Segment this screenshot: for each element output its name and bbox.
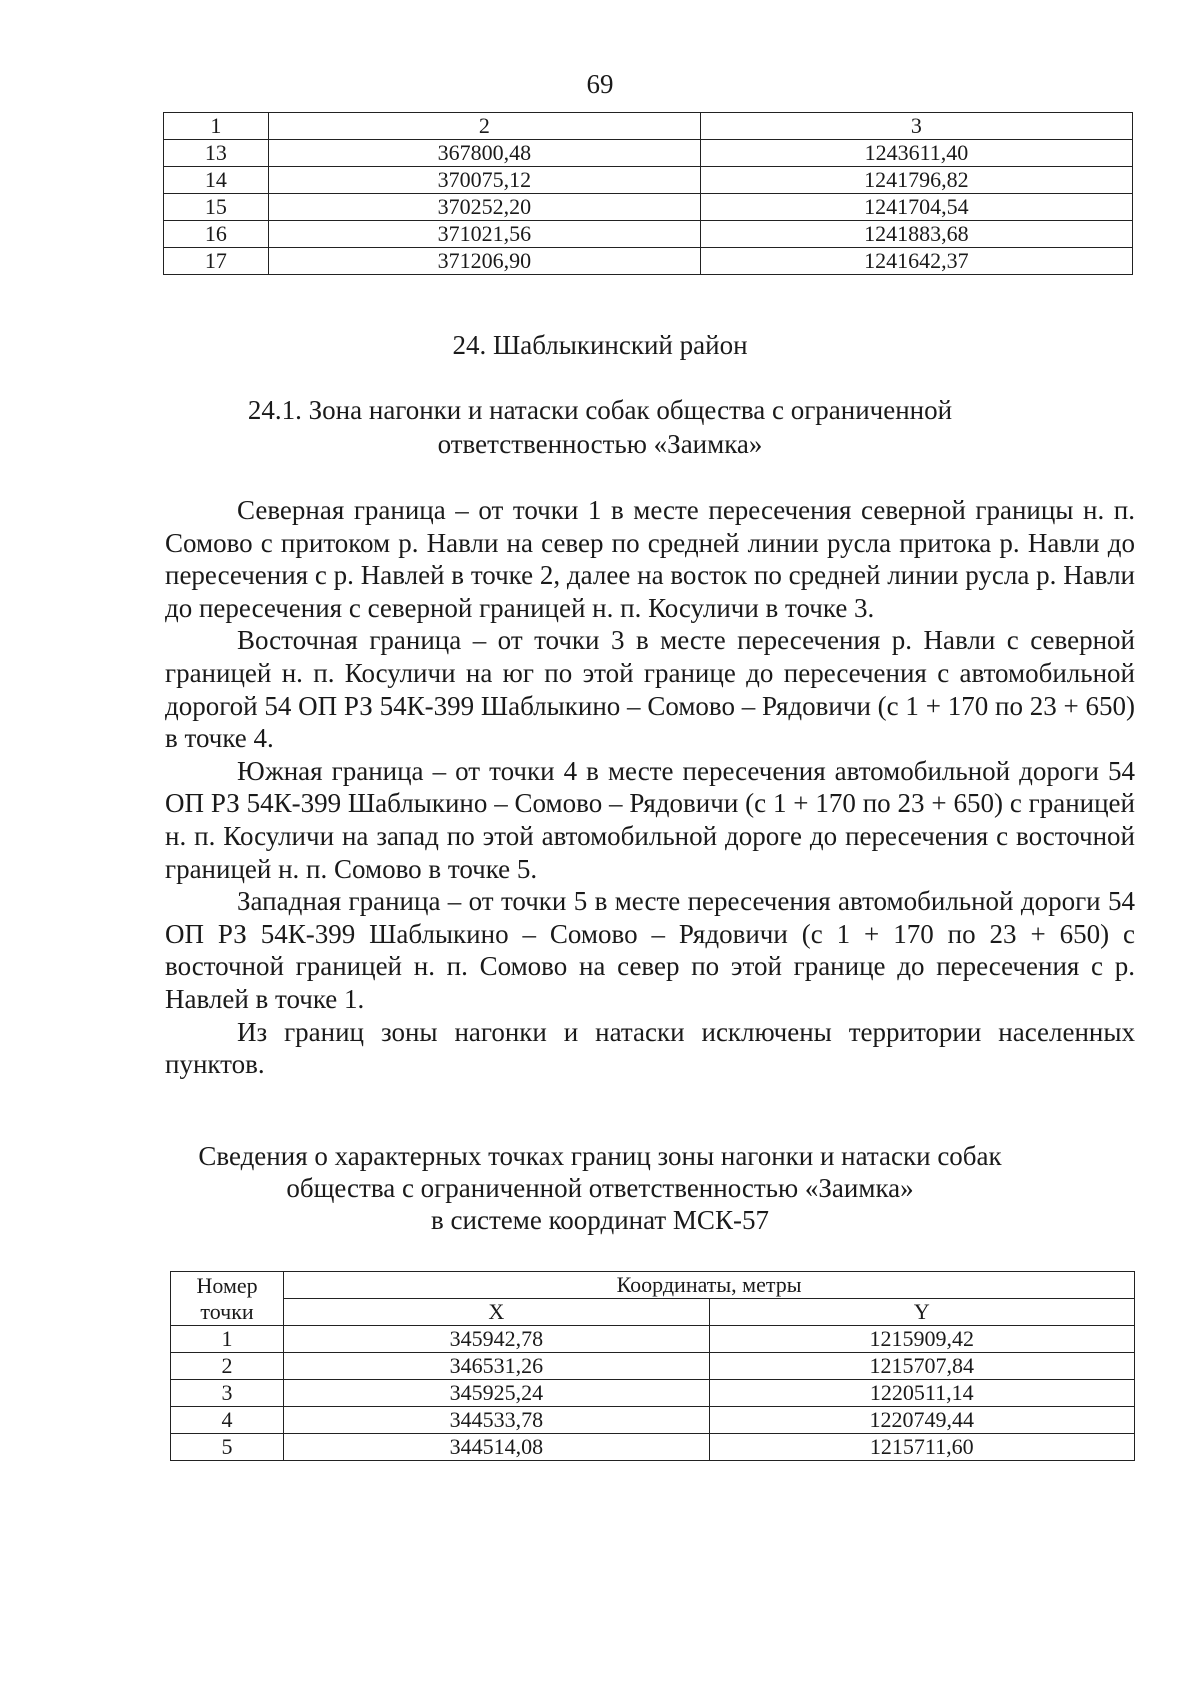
x-coordinate-cell: 367800,48 — [268, 140, 700, 167]
y-coordinate-cell: 1241704,54 — [700, 194, 1132, 221]
table-row — [171, 1407, 1135, 1434]
point-number-header — [171, 1272, 284, 1326]
paragraph-exclusions: Из границ зоны нагонки и натаски исключены территории населенных пунктов. — [165, 1016, 1135, 1080]
points-info-title — [0, 1140, 1200, 1236]
table-row — [164, 221, 1133, 248]
subsection-heading-line-2: ответственностью «Заимка» — [437, 429, 763, 459]
section-heading: 24. Шаблыкинский район — [452, 330, 748, 360]
header-cell: 2 — [268, 113, 700, 140]
points-info-title-line-3: в системе координат МСК-57 — [431, 1205, 769, 1235]
paragraph-north-boundary: Северная граница – от точки 1 в месте пересечения северной границы н. п. Сомово с притоком р. Навли на север по средней линии русла притока р. Навли до пересечения с р. Навлей в точке 2, далее на восток по средней линии русла р. Навли до пересечения с северной границей н. п. Косуличи в точке 3. — [165, 495, 1135, 623]
table-row — [171, 1353, 1135, 1380]
y-coordinate-cell: 1241642,37 — [700, 248, 1132, 275]
coordinates-table — [170, 1271, 1135, 1461]
coordinates-header: Координаты, метры — [284, 1272, 1135, 1299]
point-number-cell: 4 — [171, 1407, 284, 1434]
y-coordinate-cell: 1241883,68 — [700, 221, 1132, 248]
point-number-cell: 2 — [171, 1353, 284, 1380]
table-row — [164, 248, 1133, 275]
x-header: X — [284, 1299, 709, 1326]
point-number-cell: 1 — [171, 1326, 284, 1353]
x-coordinate-cell: 344533,78 — [284, 1407, 709, 1434]
points-info-title-line-1: Сведения о характерных точках границ зоны нагонки и натаски собак — [198, 1141, 1002, 1171]
page-number: 69 — [586, 69, 614, 99]
x-coordinate-cell: 345942,78 — [284, 1326, 709, 1353]
point-number-cell: 13 — [164, 140, 269, 167]
point-number-cell: 3 — [171, 1380, 284, 1407]
x-coordinate-cell: 370252,20 — [268, 194, 700, 221]
header-cell: 1 — [164, 113, 269, 140]
y-coordinate-cell: 1220749,44 — [709, 1407, 1134, 1434]
point-number-cell: 17 — [164, 248, 269, 275]
paragraph-south-boundary: Южная граница – от точки 4 в месте пересечения автомобильной дороги 54 ОП РЗ 54К-399 Шаблыкино – Сомово – Рядовичи (с 1 + 170 по 23 + 650) с границей н. п. Косуличи на запад по этой автомобильной дороге до пересечения с восточной границей н. п. Сомово в точке 5. — [165, 755, 1135, 884]
table-row — [171, 1380, 1135, 1407]
x-coordinate-cell: 345925,24 — [284, 1380, 709, 1407]
header-cell: 3 — [700, 113, 1132, 140]
y-coordinate-cell: 1215707,84 — [709, 1353, 1134, 1380]
table-header-row — [171, 1272, 1135, 1299]
y-coordinate-cell: 1241796,82 — [700, 167, 1132, 194]
point-number-cell: 14 — [164, 167, 269, 194]
y-coordinate-cell: 1220511,14 — [709, 1380, 1134, 1407]
point-number-header-line-1: Номер — [196, 1272, 258, 1298]
table-row — [171, 1434, 1135, 1461]
table-row — [171, 1326, 1135, 1353]
coordinates-table-continued — [163, 112, 1133, 275]
point-number-header-line-2: точки — [200, 1298, 254, 1324]
point-number-cell: 15 — [164, 194, 269, 221]
table-subheader-row — [171, 1299, 1135, 1326]
x-coordinate-cell: 346531,26 — [284, 1353, 709, 1380]
y-coordinate-cell: 1215711,60 — [709, 1434, 1134, 1461]
x-coordinate-cell: 371206,90 — [268, 248, 700, 275]
point-number-cell: 16 — [164, 221, 269, 248]
paragraph-west-boundary: Западная граница – от точки 5 в месте пересечения автомобильной дороги 54 ОП РЗ 54К-399 Шаблыкино – Сомово – Рядовичи (с 1 + 170 по 23 + 650) с восточной границей н. п. Сомово на север по этой границе до пересечения с р. Навлей в точке 1. — [165, 886, 1135, 1014]
x-coordinate-cell: 344514,08 — [284, 1434, 709, 1461]
subsection-heading-line-1: 24.1. Зона нагонки и натаски собак общества с ограниченной — [247, 395, 953, 425]
table-header-row — [164, 113, 1133, 140]
point-number-cell: 5 — [171, 1434, 284, 1461]
y-coordinate-cell: 1215909,42 — [709, 1326, 1134, 1353]
points-info-title-line-2: общества с ограниченной ответственностью «Заимка» — [286, 1173, 914, 1203]
boundary-description — [165, 494, 1135, 1081]
y-header: Y — [709, 1299, 1134, 1326]
table-row — [164, 194, 1133, 221]
table-row — [164, 140, 1133, 167]
x-coordinate-cell: 370075,12 — [268, 167, 700, 194]
paragraph-east-boundary: Восточная граница – от точки 3 в месте пересечения р. Навли с северной границей н. п. Косуличи на юг по этой границе до пересечения с автомобильной дорогой 54 ОП РЗ 54К-399 Шаблыкино – Сомово – Рядовичи (с 1 + 170 по 23 + 650) в точке 4. — [165, 625, 1135, 754]
table-row — [164, 167, 1133, 194]
y-coordinate-cell: 1243611,40 — [700, 140, 1132, 167]
x-coordinate-cell: 371021,56 — [268, 221, 700, 248]
